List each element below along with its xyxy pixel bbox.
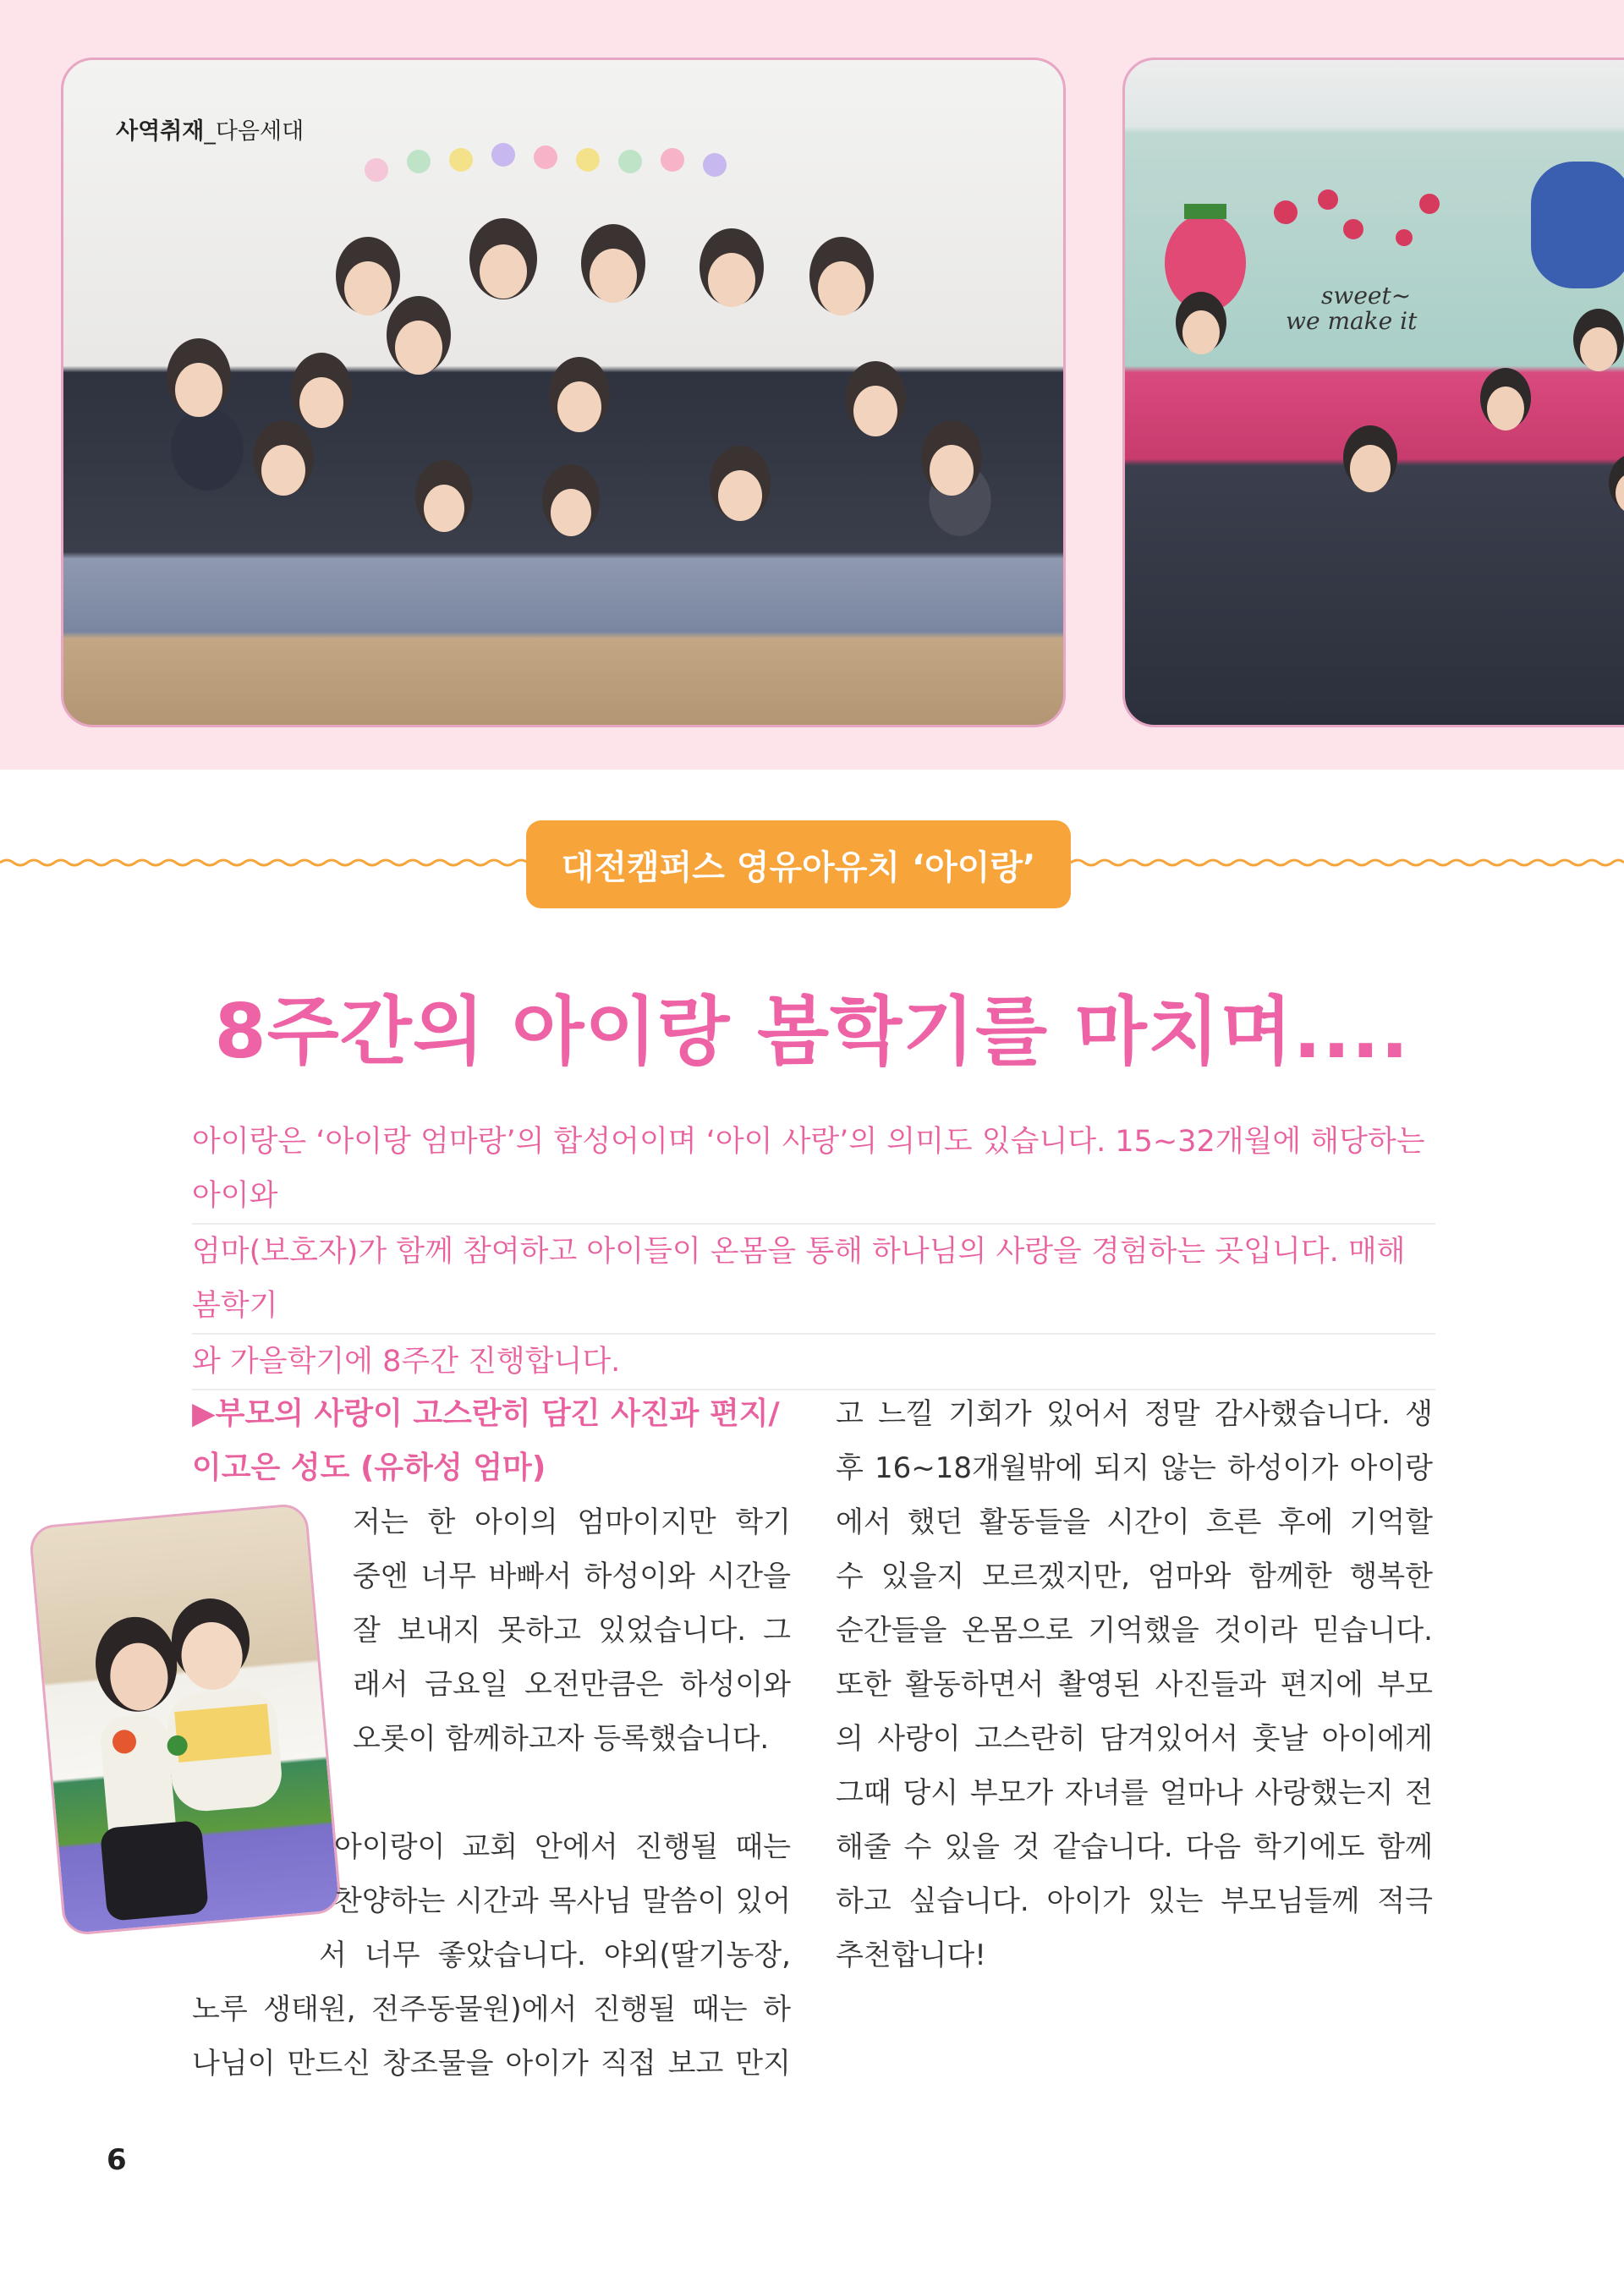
article-line: 에서 했던 활동들을 시간이 흐른 후에 기억할 xyxy=(836,1505,1433,1539)
intro-paragraph xyxy=(192,1115,1435,1390)
section-tag-separator: _ xyxy=(204,118,216,145)
article-line: 아이랑이 교회 안에서 진행될 때는 xyxy=(334,1830,791,1864)
wave-divider-left xyxy=(0,857,528,869)
article-line: 잘 보내지 못하고 있었습니다. 그 xyxy=(353,1614,791,1648)
article-line: 하고 싶습니다. 아이가 있는 부모님들께 적극 xyxy=(836,1884,1433,1918)
article-line: 노루 생태원, 전주동물원)에서 진행될 때는 하 xyxy=(192,1993,791,2026)
intro-line: 아이랑은 ‘아이랑 엄마랑’의 합성어이며 ‘아이 사랑’의 의미도 있습니다. 15~32개월에 해당하는 아이와 xyxy=(192,1115,1435,1225)
strawberry-farm-illustration xyxy=(1125,60,1624,727)
article-line: 저는 한 아이의 엄마이지만 학기 xyxy=(353,1505,791,1539)
program-title-pill: 대전캠퍼스 영유아유치 ‘아이랑’ xyxy=(526,820,1071,908)
article-line: 수 있을지 모르겠지만, 엄마와 함께한 행복한 xyxy=(836,1560,1433,1593)
group-photo-illustration xyxy=(63,60,1066,727)
intro-line: 엄마(보호자)가 함께 참여하고 아이들이 온몸을 통해 하나님의 사랑을 경험하는 곳입니다. 매해 봄학기 xyxy=(192,1225,1435,1335)
article-right-column xyxy=(836,1387,1433,1982)
article-line: 중엔 너무 바빠서 하성이와 시간을 xyxy=(353,1560,791,1593)
article-line: 오롯이 함께하고자 등록했습니다. xyxy=(353,1722,770,1756)
article-line: 또한 활동하면서 촬영된 사진들과 편지에 부모 xyxy=(836,1668,1433,1702)
article-line: 추천합니다! xyxy=(836,1938,986,1972)
wave-divider-right xyxy=(1071,857,1624,869)
article-line: 나님이 만드신 창조물을 아이가 직접 보고 만지 xyxy=(192,2047,791,2081)
article-subhead-line-1: ▶부모의 사랑이 고스란히 담긴 사진과 편지/ xyxy=(192,1396,780,1431)
article-line: 해줄 수 있을 것 같습니다. 다음 학기에도 함께 xyxy=(836,1830,1433,1864)
section-tag xyxy=(116,112,304,145)
mural-text-top: sweet~ xyxy=(1321,282,1412,310)
page-number: 6 xyxy=(107,2143,127,2177)
group-photo xyxy=(61,58,1066,727)
paragraph-gap xyxy=(192,1766,791,1820)
article-line: 의 사랑이 고스란히 담겨있어서 훗날 아이에게 xyxy=(836,1722,1433,1756)
intro-line: 와 가을학기에 8주간 진행합니다. xyxy=(192,1335,1435,1390)
article-line: 후 16~18개월밖에 되지 않는 하성이가 아이랑 xyxy=(836,1451,1433,1485)
article-line: 찬양하는 시간과 목사님 말씀이 있어 xyxy=(334,1884,791,1918)
strawberry-farm-photo xyxy=(1122,58,1624,727)
article-line: 그때 당시 부모가 자녀를 얼마나 사랑했는지 전 xyxy=(836,1776,1433,1810)
mural-text-bottom: we make it xyxy=(1286,307,1418,335)
section-tag-regular: 다음세대 xyxy=(215,118,304,145)
article-line: 서 너무 좋았습니다. 야외(딸기농장, xyxy=(319,1938,791,1972)
article-line: 순간들을 온몸으로 기억했을 것이라 믿습니다. xyxy=(836,1614,1433,1648)
article-subhead-line-2: 이고은 성도 (유하성 엄마) xyxy=(192,1450,546,1485)
section-tag-bold: 사역취재 xyxy=(116,118,205,145)
article-line: 고 느낄 기회가 있어서 정말 감사했습니다. 생 xyxy=(836,1397,1433,1431)
article-left-column xyxy=(192,1387,791,2091)
page-headline: 8주간의 아이랑 봄학기를 마치며.... xyxy=(214,988,1410,1075)
article-line: 래서 금요일 오전만큼은 하성이와 xyxy=(353,1668,791,1702)
